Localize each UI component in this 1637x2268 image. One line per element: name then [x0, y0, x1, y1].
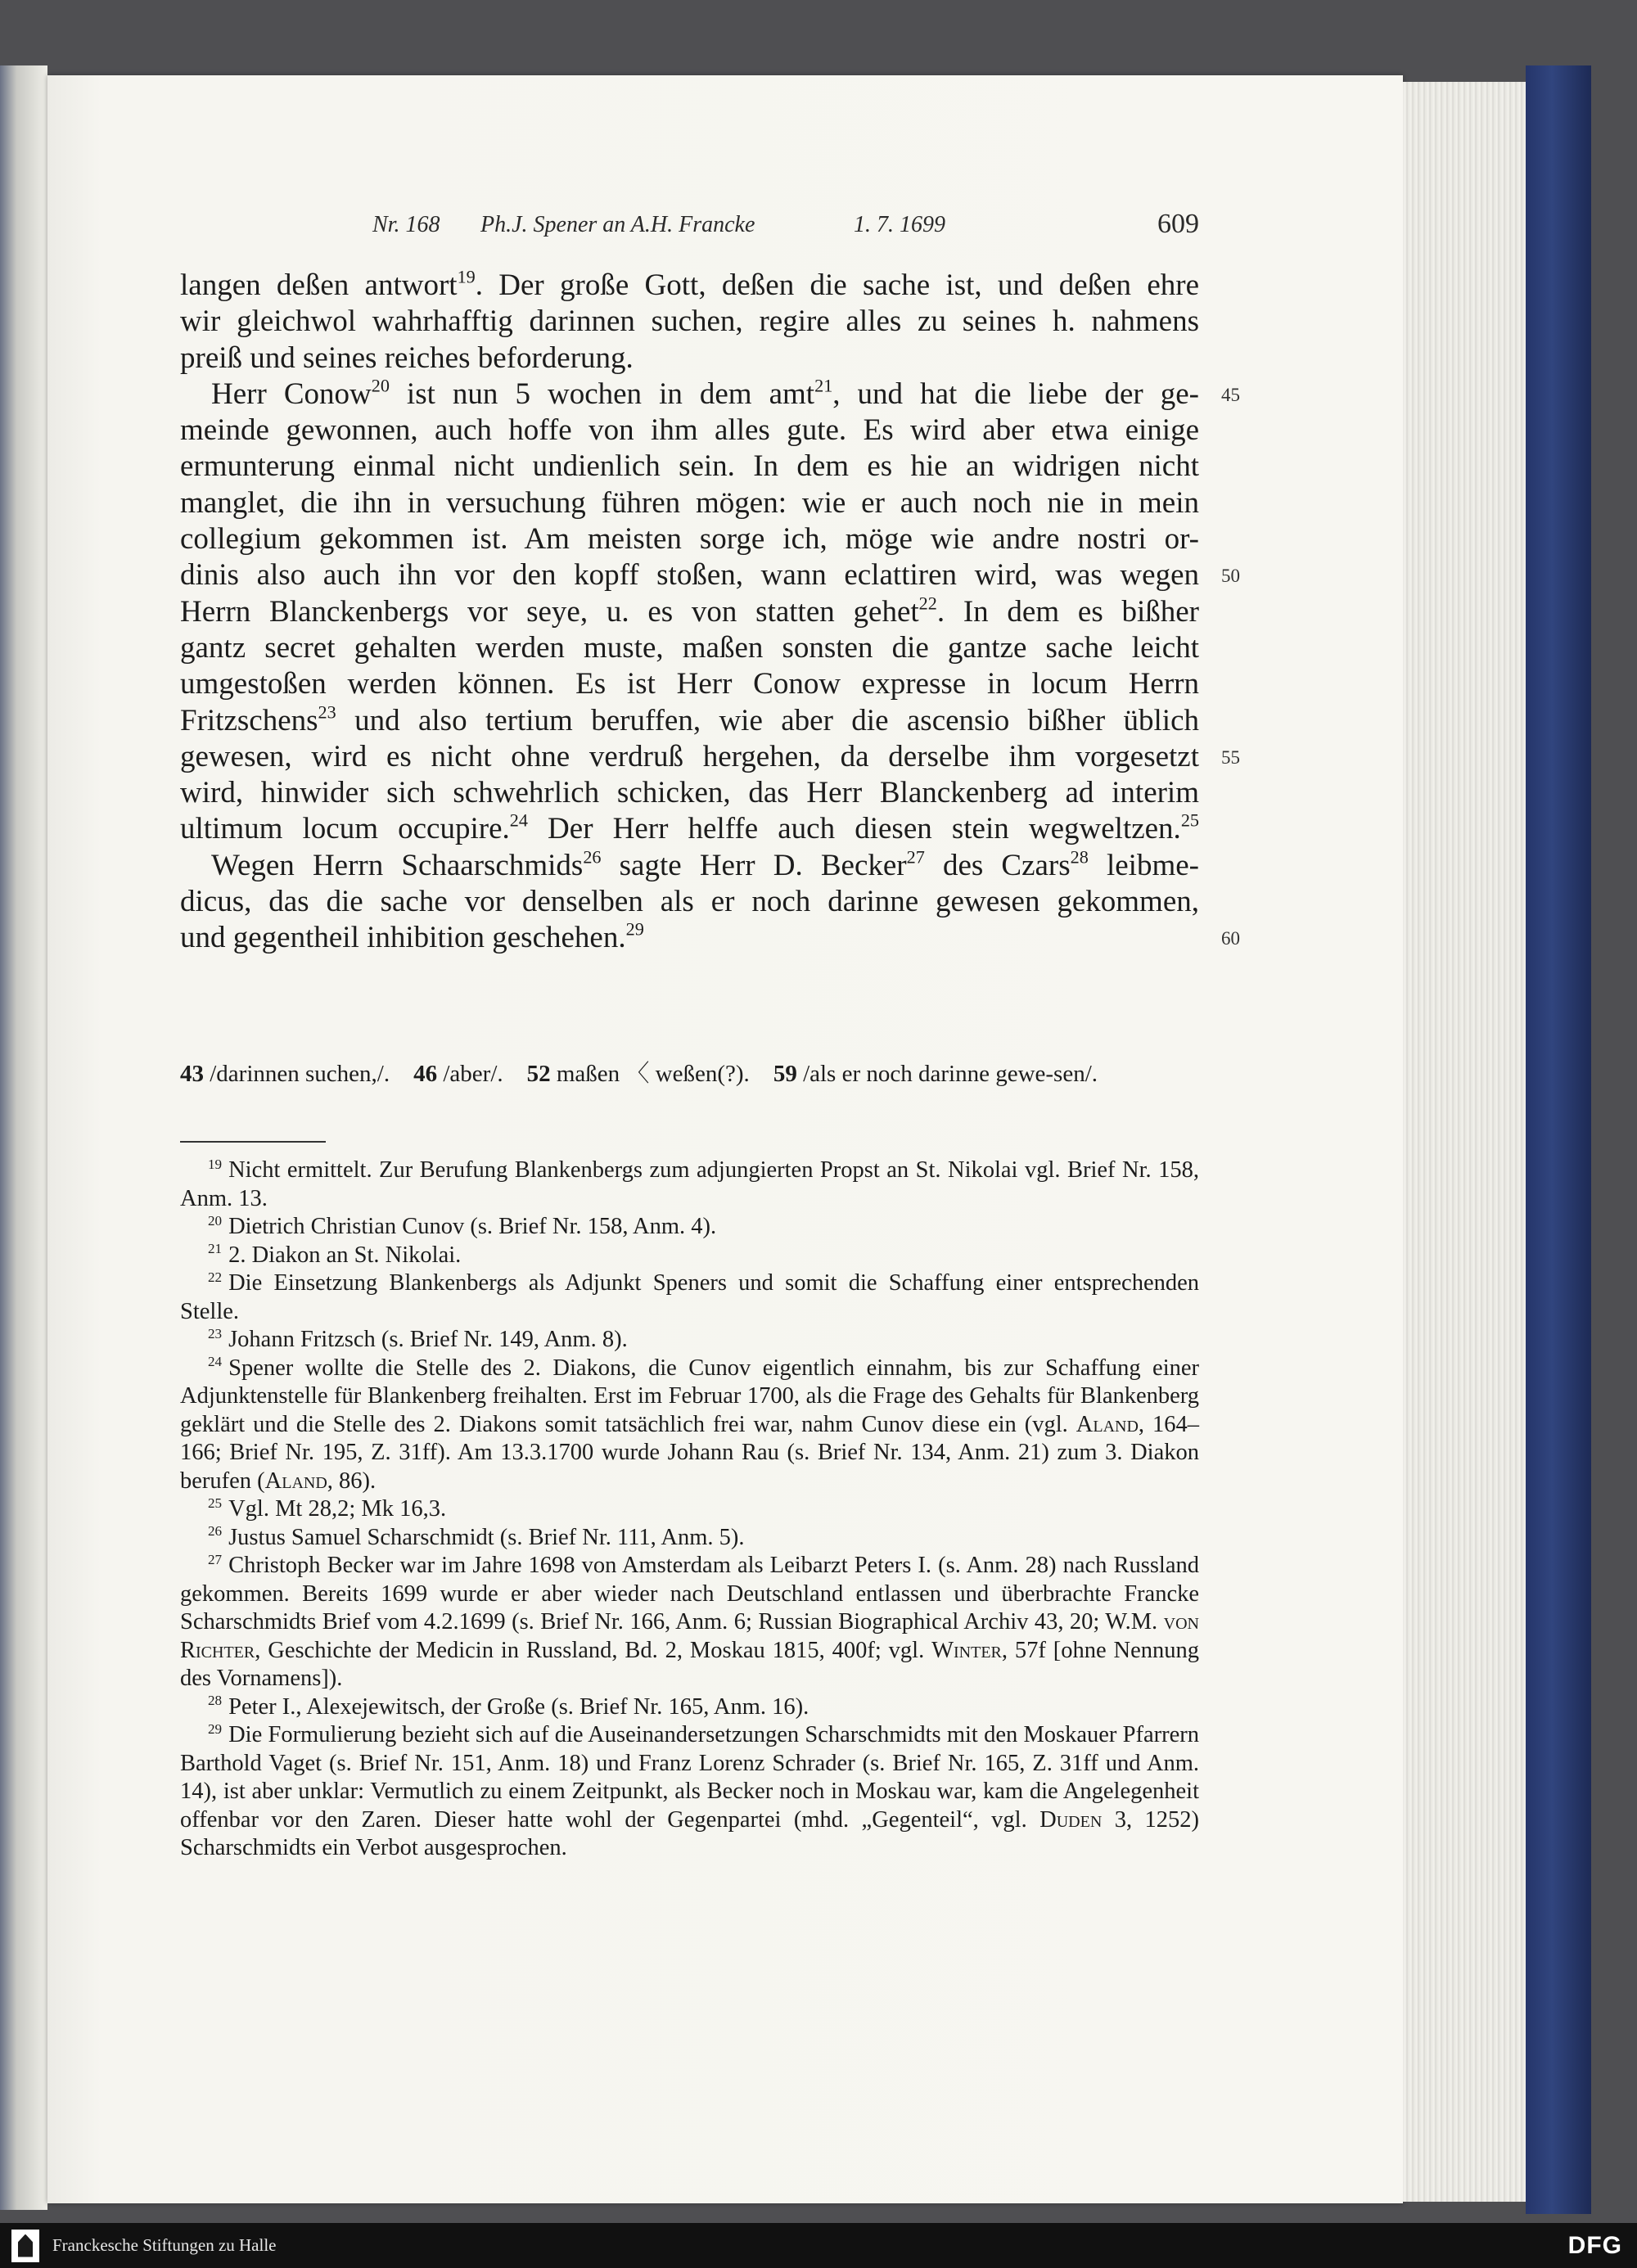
footnote-rule: [180, 1141, 326, 1143]
text-line: [180, 666, 1199, 702]
text-line: [180, 413, 1199, 449]
footnote-number: 20: [208, 1212, 223, 1229]
footnote-reference: 24: [509, 810, 528, 832]
letter-date: 1. 7. 1699: [854, 212, 945, 237]
text-run: , 164–166; Brief Nr. 195, Z. 31ff). Am 13.3.1700 wurde Johann Rau (s. Brief Nr. 134, Anm. 21) zum 3. Diakon berufen (: [180, 1411, 1200, 1494]
text-run: Nicht ermittelt. Zur Berufung Blankenbergs zum adjungierten Propst an St. Nikolai vgl. Brief Nr. 158, Anm. 13.: [180, 1157, 1199, 1211]
footnote-reference: 21: [814, 375, 833, 396]
text-run: Der Herr helffe auch diesen stein wegweltzen.: [527, 812, 1181, 846]
footnote-number: 24: [208, 1354, 223, 1370]
text-run: Herr Conow: [211, 376, 372, 411]
letter-body: [180, 268, 1199, 957]
text-run: wir gleichwol wahrhafftig darinnen suchen, regire alles zu seines h. nahmens: [180, 304, 1199, 339]
small-caps-author: Aland: [264, 1468, 327, 1494]
text-run: sagte Herr D. Becker: [601, 848, 907, 882]
text-line: [180, 703, 1199, 739]
footnote-reference: 25: [1180, 810, 1199, 832]
text-run: ermunterung einmal nicht undienlich sein. In dem es hie an widrigen nicht: [180, 449, 1199, 484]
text-line: [180, 304, 1199, 340]
text-run: gantz secret gehalten werden muste, maßen sonsten die gantze sache leicht: [180, 630, 1199, 665]
small-caps-author: Winter: [931, 1637, 1002, 1663]
text-run: Die Formulierung bezieht sich auf die Auseinandersetzungen Scharschmidts mit den Moskauer Pfarrern Barthold Vaget (s. Brief Nr. 151, Anm. 18) und Franz Lorenz Schrader (s. Brief Nr. 165, Z. 31ff und Anm. 14), ist aber unklar: Vermutlich zu einem Zeitpunkt, als Becker noch in Moskau war, kam die Angelegenheit offenbar vor den Zaren. Dieser hatte wohl der Gegenpartei (mhd. „Gegenteil“, vgl.: [180, 1722, 1199, 1833]
institution-logo-icon: [11, 2230, 39, 2262]
text-run: meinde gewonnen, auch hoffe von ihm alles gute. Es wird aber etwa einige: [180, 413, 1199, 448]
footnote: [180, 1495, 1199, 1524]
footnote: [180, 1721, 1199, 1863]
footnotes: [180, 1157, 1199, 1863]
text-run: dicus, das die sache vor denselben als er noch darinne gewesen gekommen,: [180, 885, 1199, 919]
text-run: , Geschichte der Medicin in Russland, Bd. 2, Moskau 1815, 400f; vgl.: [255, 1637, 932, 1663]
text-line: [180, 594, 1199, 630]
left-page-edge: [0, 65, 47, 2210]
small-caps-author: Aland: [1076, 1411, 1139, 1437]
apparatus-line-ref: 52: [526, 1061, 551, 1087]
text-run: Die Einsetzung Blankenbergs als Adjunkt Speners und somit die Schaffung einer entsprechenden Stelle.: [180, 1270, 1199, 1324]
text-run: Johann Fritzsch (s. Brief Nr. 149, Anm. 8).: [228, 1327, 628, 1352]
apparatus-note: /aber/.: [437, 1061, 527, 1087]
footnote-reference: 26: [583, 846, 602, 868]
text-run: umgestoßen werden können. Es ist Herr Conow expresse in locum Herrn: [180, 667, 1199, 701]
correspondents: Ph.J. Spener an A.H. Francke: [480, 212, 755, 237]
page-number: 609: [1157, 209, 1199, 239]
footnote-number: 19: [208, 1156, 223, 1172]
funder-logo: DFG: [1567, 2231, 1622, 2259]
apparatus-line-ref: 59: [773, 1061, 797, 1087]
text-line: [180, 268, 1199, 304]
footnote-number: 27: [208, 1551, 223, 1567]
text-line: [180, 630, 1199, 666]
apparatus-note: /als er noch darinne gewe-sen/.: [796, 1061, 1098, 1087]
apparatus-line-ref: 43: [180, 1061, 204, 1087]
text-run: wird, hinwider sich schwehrlich schicken, das Herr Blanckenberg ad interim: [180, 776, 1199, 810]
text-run: Wegen Herrn Schaarschmids: [211, 848, 584, 882]
critical-apparatus: [180, 1059, 1199, 1089]
text-line: [180, 775, 1199, 811]
letter-number: Nr. 168: [372, 212, 440, 237]
text-run: gewesen, wird es nicht ohne verdruß hergehen, da derselbe ihm vorgesetzt: [180, 739, 1199, 773]
text-run: , und hat die liebe der ge-: [832, 376, 1199, 411]
text-line: [180, 848, 1199, 884]
footnote-number: 25: [208, 1495, 223, 1511]
text-run: und gegentheil inhibition geschehen.: [180, 921, 626, 955]
text-run: Dietrich Christian Cunov (s. Brief Nr. 158, Anm. 4).: [228, 1214, 717, 1239]
text-run: Herrn Blanckenbergs vor seye, u. es von statten gehet: [180, 594, 919, 629]
book-cover: [1526, 65, 1591, 2214]
text-run: Justus Samuel Scharschmidt (s. Brief Nr. 111, Anm. 5).: [228, 1524, 745, 1550]
running-header: [372, 209, 1199, 241]
text-run: 3, 1252) Scharschmidts ein Verbot ausgesprochen.: [180, 1806, 1199, 1860]
text-run: Vgl. Mt 28,2; Mk 16,3.: [228, 1496, 447, 1522]
text-run: , 57f [ohne Nennung des Vornamens]).: [180, 1637, 1199, 1691]
footnote-reference: 22: [918, 593, 937, 614]
footnote-reference: 20: [371, 375, 390, 396]
footnote: [180, 1157, 1199, 1213]
apparatus-note: /darinnen suchen,/.: [204, 1061, 414, 1087]
text-run: collegium gekommen ist. Am meisten sorge ich, möge wie andre nostri or-: [180, 522, 1199, 557]
footnote-reference: 28: [1070, 846, 1089, 868]
footnote: [180, 1242, 1199, 1270]
footnote: [180, 1213, 1199, 1242]
text-run: dinis also auch ihn vor den kopff stoßen, wann eclattiren wird, was wegen: [180, 558, 1199, 593]
text-run: manglet, die ihn in versuchung führen mögen: wie er auch noch nie in mein: [180, 485, 1199, 520]
footnote: [180, 1355, 1199, 1496]
text-line: [180, 340, 1199, 376]
text-line: [180, 449, 1199, 485]
footnote: [180, 1326, 1199, 1355]
text-run: , 86).: [327, 1468, 377, 1494]
footnote-reference: 27: [906, 846, 925, 868]
footnote: [180, 1552, 1199, 1693]
text-line: [180, 485, 1199, 521]
text-line: [180, 557, 1199, 593]
text-run: leibme-: [1088, 848, 1199, 882]
text-run: preiß und seines reiches beforderung.: [180, 340, 634, 375]
footnote-number: 23: [208, 1325, 223, 1341]
text-line: [180, 521, 1199, 557]
text-run: 2. Diakon an St. Nikolai.: [228, 1242, 462, 1268]
small-caps-author: Duden: [1039, 1806, 1103, 1833]
apparatus-line-ref: 46: [413, 1061, 438, 1087]
footnote-number: 21: [208, 1241, 223, 1257]
text-line: [180, 884, 1199, 920]
page-edges: [1403, 82, 1526, 2202]
text-run: . In dem es bißher: [936, 594, 1199, 629]
text-line: [180, 739, 1199, 775]
footnote-number: 22: [208, 1269, 223, 1285]
footnote: [180, 1524, 1199, 1553]
text-line: [180, 376, 1199, 413]
text-run: Spener wollte die Stelle des 2. Diakons, die Cunov eigentlich einnahm, bis zur Schaffung einer Adjunktenstelle für Blankenberg freihalten. Erst im Februar 1700, als die Frage des Gehalts für Blankenberg geklärt und die Stelle des 2. Diakons somit tatsächlich frei war, nahm Cunov diese ein (vgl.: [180, 1355, 1199, 1437]
margin-line-number: 45: [1221, 384, 1240, 405]
text-run: und also tertium beruffen, wie aber die ascensio bißher üblich: [336, 703, 1199, 737]
text-run: Fritzschens: [180, 703, 318, 737]
text-run: . Der große Gott, deßen die sache ist, und deßen ehre: [475, 268, 1199, 302]
footnote-reference: 19: [457, 266, 476, 287]
text-run: ultimum locum occupire.: [180, 812, 510, 846]
footnote: [180, 1693, 1199, 1722]
margin-line-number: 60: [1221, 928, 1240, 949]
text-line: [180, 811, 1199, 847]
footnote-reference: 29: [625, 918, 644, 940]
text-run: des Czars: [924, 848, 1071, 882]
text-run: langen deßen antwort: [180, 268, 458, 302]
footnote: [180, 1269, 1199, 1326]
institution-name: Franckesche Stiftungen zu Halle: [52, 2235, 277, 2255]
margin-line-number: 55: [1221, 746, 1240, 768]
apparatus-note: maßen 〈 weßen(?).: [550, 1061, 773, 1087]
text-run: ist nun 5 wochen in dem amt: [389, 376, 815, 411]
text-run: Peter I., Alexejewitsch, der Große (s. Brief Nr. 165, Anm. 16).: [228, 1693, 809, 1720]
margin-line-number: 50: [1221, 566, 1240, 587]
text-line: [180, 920, 1199, 956]
text-run: Christoph Becker war im Jahre 1698 von Amsterdam als Leibarzt Peters I. (s. Anm. 28) nach Russland gekommen. Bereits 1699 wurde er aber wieder nach Deutschland entlassen und überbrachte Francke Scharschmidts Brief vom 4.2.1699 (s. Brief Nr. 166, Anm. 6; Russian Biographical Archiv 43, 20; W.M.: [180, 1553, 1199, 1634]
viewer-footer-bar: [0, 2223, 1637, 2268]
small-caps-author: von Richter: [180, 1609, 1199, 1663]
footnote-number: 28: [208, 1693, 223, 1709]
footnote-number: 29: [208, 1720, 223, 1737]
footnote-number: 26: [208, 1523, 223, 1540]
footnote-reference: 23: [318, 701, 336, 723]
